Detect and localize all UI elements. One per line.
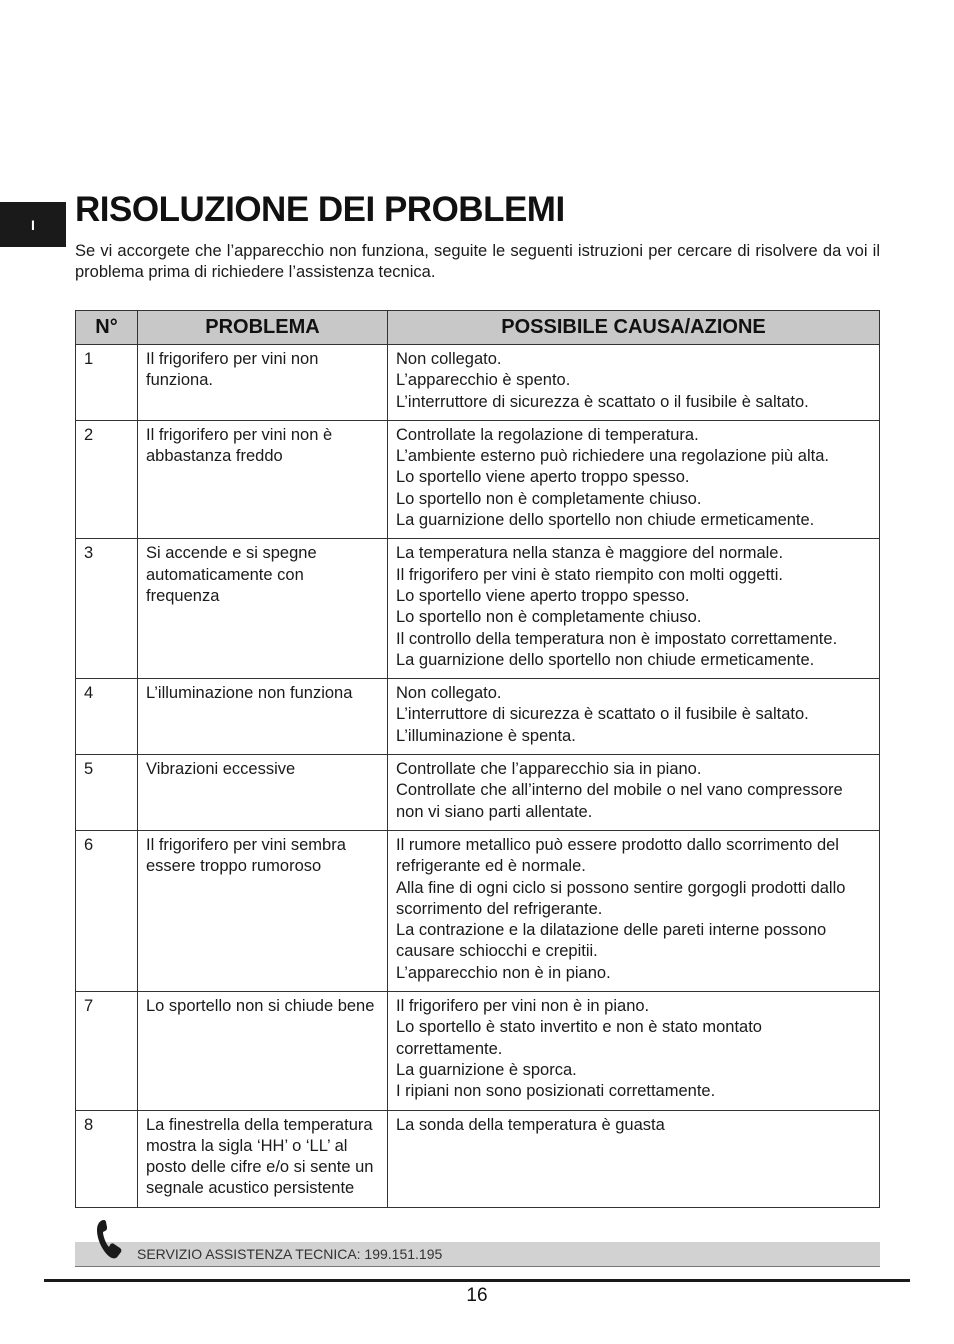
row-causes [388,830,880,991]
table-row [76,420,880,538]
cause-line: Alla fine di ogni ciclo si possono sentire gorgogli prodotti dallo scorrimento del refrigerante. [396,878,846,918]
table-body [76,345,880,1208]
row-problem: L’illuminazione non funziona [138,679,388,755]
intro-paragraph: Se vi accorgete che l’apparecchio non funziona, seguite le seguenti istruzioni per cercare di risolvere da voi il problema prima di richiedere l’assistenza tecnica. [75,242,880,281]
table-row [76,755,880,831]
cause-line: Lo sportello viene aperto troppo spesso. [396,468,690,487]
row-causes [388,1110,880,1207]
cause-line: La guarnizione è sporca. [396,1060,577,1079]
row-problem: Vibrazioni eccessive [138,755,388,831]
row-number: 3 [76,539,138,679]
cause-line: Il frigorifero per vini non è in piano. [396,997,650,1016]
footer-rule [44,1279,910,1282]
page-title: RISOLUZIONE DEI PROBLEMI [75,190,565,229]
row-causes [388,420,880,538]
header-problem: PROBLEMA [138,311,388,345]
page-number: 16 [466,1285,488,1306]
cause-line: La contrazione e la dilatazione delle pareti interne possono causare schiocchi e crepitii. [396,921,827,961]
row-causes [388,679,880,755]
row-problem: Il frigorifero per vini non funziona. [138,345,388,421]
row-number: 1 [76,345,138,421]
language-tab-label: I [31,216,35,233]
cause-line: La temperatura nella stanza è maggiore del normale. [396,544,784,563]
row-number: 2 [76,420,138,538]
row-number: 4 [76,679,138,755]
cause-line: L’apparecchio non è in piano. [396,963,611,982]
table-row [76,539,880,679]
cause-line: Controllate che l’apparecchio sia in piano. [396,760,702,779]
row-problem: La finestrella della temperatura mostra la sigla ‘HH’ o ‘LL’ al posto delle cifre e/o si sente un segnale acustico persistente [138,1110,388,1207]
cause-line: Non collegato. [396,684,502,703]
cause-line: Il controllo della temperatura non è impostato correttamente. [396,629,838,648]
cause-line: Lo sportello è stato invertito e non è stato montato correttamente. [396,1018,762,1058]
table-row [76,345,880,421]
cause-line: Lo sportello non è completamente chiuso. [396,489,702,508]
cause-line: L’illuminazione è spenta. [396,726,576,745]
troubleshooting-table [75,310,880,1208]
cause-line: L’interruttore di sicurezza è scattato o il fusibile è saltato. [396,705,809,724]
row-number: 7 [76,992,138,1110]
service-text: SERVIZIO ASSISTENZA TECNICA: 199.151.195 [137,1246,443,1262]
cause-line: L’interruttore di sicurezza è scattato o il fusibile è saltato. [396,392,809,411]
service-bar [75,1242,880,1267]
cause-line: Lo sportello non è completamente chiuso. [396,608,702,627]
table-header-row [76,311,880,345]
cause-line: I ripiani non sono posizionati correttamente. [396,1082,716,1101]
cause-line: La guarnizione dello sportello non chiude ermeticamente. [396,511,815,530]
cause-line: Controllate che all’interno del mobile o nel vano compressore non vi siano parti allentate. [396,781,843,821]
cause-line: Lo sportello viene aperto troppo spesso. [396,586,690,605]
cause-line: L’ambiente esterno può richiedere una regolazione più alta. [396,447,829,466]
row-problem: Lo sportello non si chiude bene [138,992,388,1110]
table-row [76,1110,880,1207]
table-row [76,992,880,1110]
row-causes [388,755,880,831]
row-number: 6 [76,830,138,991]
row-causes [388,539,880,679]
cause-line: Controllate la regolazione di temperatura. [396,425,699,444]
cause-line: Il rumore metallico può essere prodotto dallo scorrimento del refrigerante ed è normale. [396,835,839,876]
table-row [76,679,880,755]
phone-icon [95,1218,125,1260]
header-cause: POSSIBILE CAUSA/AZIONE [388,311,880,345]
header-num: N° [76,311,138,345]
cause-line: La sonda della temperatura è guasta [396,1115,665,1134]
cause-line: Non collegato. [396,350,502,368]
row-causes [388,992,880,1110]
cause-line: L’apparecchio è spento. [396,371,571,390]
row-problem: Il frigorifero per vini non è abbastanza freddo [138,420,388,538]
row-problem: Il frigorifero per vini sembra essere troppo rumoroso [138,830,388,991]
row-number: 8 [76,1110,138,1207]
row-problem: Si accende e si spegne automaticamente con frequenza [138,539,388,679]
row-number: 5 [76,755,138,831]
cause-line: Il frigorifero per vini è stato riempito con molti oggetti. [396,565,784,584]
language-tab [0,202,66,247]
row-causes [388,345,880,421]
table-row [76,830,880,991]
cause-line: La guarnizione dello sportello non chiude ermeticamente. [396,650,815,669]
